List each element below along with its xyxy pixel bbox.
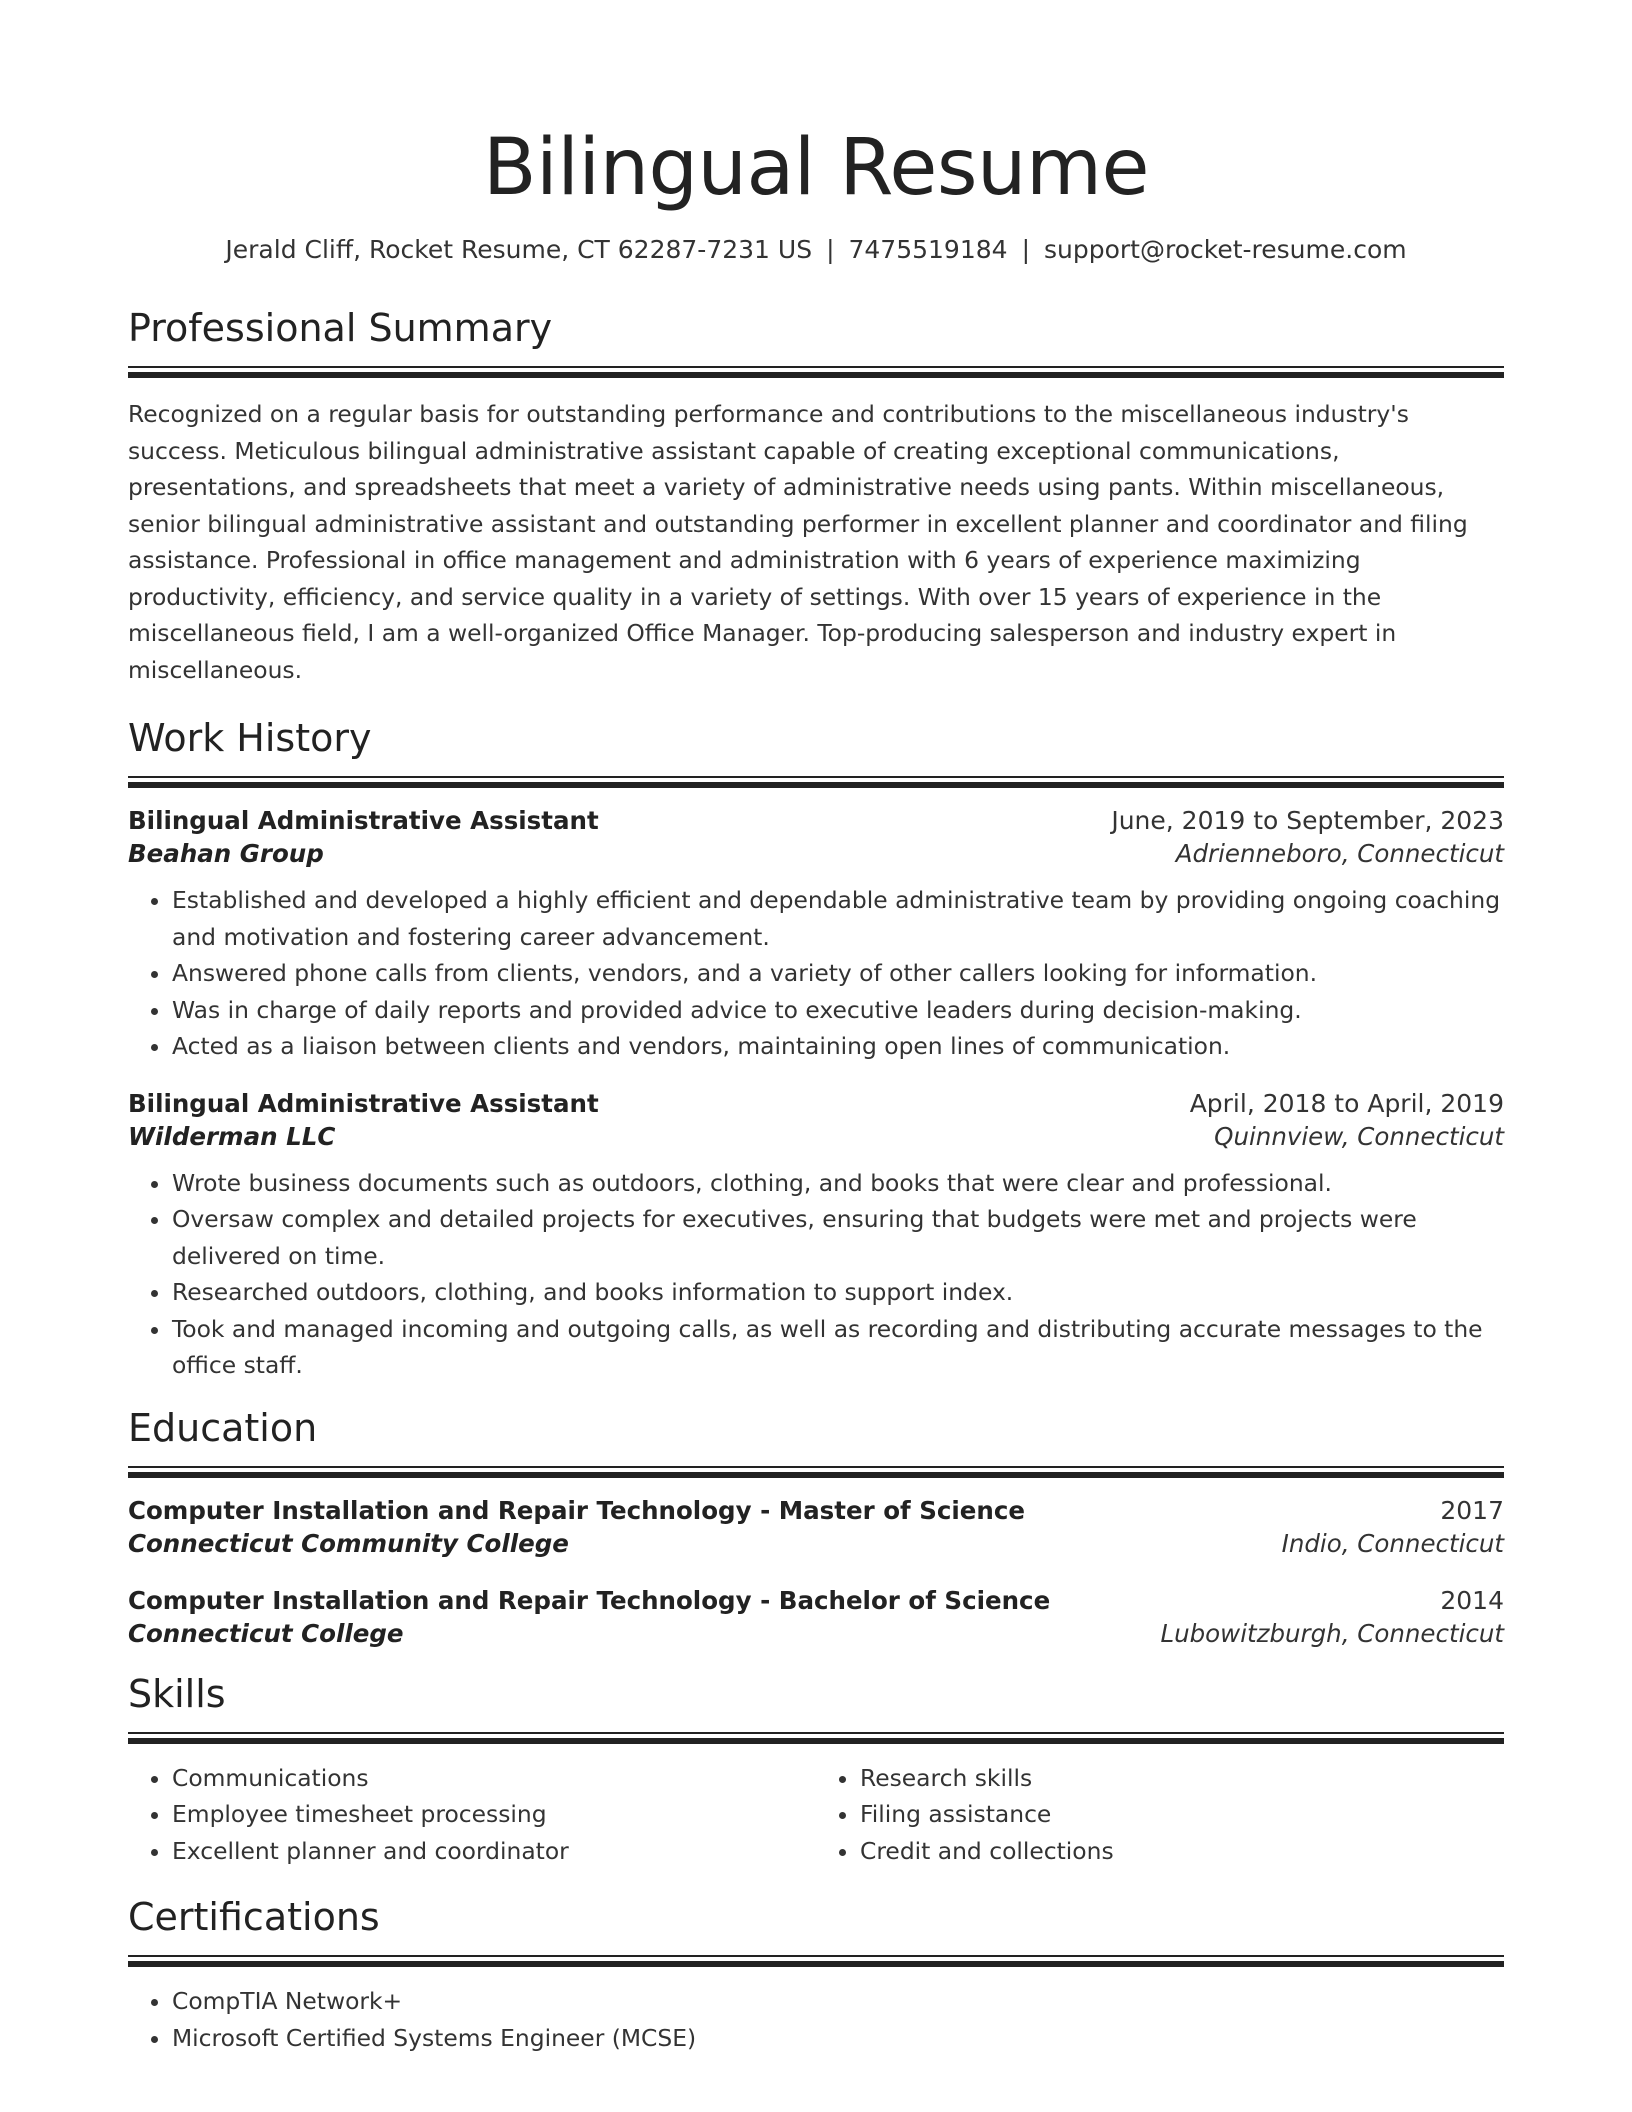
job-company: Wilderman LLC [128, 1121, 336, 1151]
job-company: Beahan Group [128, 839, 324, 868]
education-entry [128, 1586, 1504, 1648]
skills-section [128, 1670, 1504, 1870]
section-heading-skills: Skills [128, 1671, 226, 1716]
job-header [128, 806, 1504, 835]
job-title: Bilingual Administrative Assistant [128, 806, 599, 835]
work-history-section [128, 714, 1504, 1384]
job-entry [128, 806, 1504, 1065]
skills-column-left [128, 1760, 816, 1870]
job-location: Adrienneboro, Connecticut [1175, 839, 1504, 868]
summary-section [128, 304, 1504, 688]
list-item: • Credit and collections [860, 1833, 1504, 1870]
education-degree: Computer Installation and Repair Technology - Master of Science [128, 1495, 1025, 1525]
education-year: 2014 [1440, 1585, 1504, 1615]
list-item: • Employee timesheet processing [172, 1796, 816, 1833]
job-subheader [128, 839, 1504, 868]
certifications-list [128, 1983, 1504, 2056]
job-location: Quinnview, Connecticut [1214, 1121, 1504, 1151]
job-bullets [128, 1165, 1504, 1384]
skills-grid [128, 1760, 1504, 1870]
list-item: • Established and developed a highly efficient and dependable administrative team by providing ongoing coaching and motivation and fostering career advancement. [172, 882, 1504, 955]
contact-separator: | [826, 235, 835, 264]
section-heading-certifications: Certifications [128, 1895, 380, 1939]
list-item: • Took and managed incoming and outgoing calls, as well as recording and distributing accurate messages to the office staff. [172, 1311, 1504, 1384]
education-school: Connecticut College [128, 1618, 404, 1648]
education-subheader [128, 1529, 1504, 1558]
section-divider [128, 776, 1504, 788]
list-item: • CompTIA Network+ [172, 1983, 1504, 2020]
list-item: • Acted as a liaison between clients and vendors, maintaining open lines of communication. [172, 1028, 1504, 1065]
education-entry [128, 1496, 1504, 1558]
job-entry [128, 1089, 1504, 1384]
education-subheader [128, 1619, 1504, 1648]
list-item: • Oversaw complex and detailed projects for executives, ensuring that budgets were met and projects were delivered on time. [172, 1201, 1504, 1274]
job-subheader [128, 1122, 1504, 1151]
list-item: • Answered phone calls from clients, vendors, and a variety of other callers looking for information. [172, 955, 1504, 992]
job-bullets [128, 882, 1504, 1065]
section-heading-education: Education [128, 1405, 318, 1450]
list-item: • Wrote business documents such as outdoors, clothing, and books that were clear and professional. [172, 1165, 1504, 1202]
list-item: • Was in charge of daily reports and provided advice to executive leaders during decision-making. [172, 992, 1504, 1029]
contact-phone: 7475519184 [848, 235, 1008, 264]
education-header [128, 1586, 1504, 1615]
section-divider [128, 1732, 1504, 1744]
education-year: 2017 [1440, 1495, 1504, 1525]
contact-email[interactable]: support@rocket-resume.com [1044, 235, 1407, 264]
education-location: Indio, Connecticut [1281, 1528, 1504, 1558]
contact-line [128, 232, 1504, 268]
section-divider [128, 1466, 1504, 1478]
list-item: • Filing assistance [860, 1796, 1504, 1833]
list-item: • Excellent planner and coordinator [172, 1833, 816, 1870]
list-item: • Communications [172, 1760, 816, 1797]
job-dates: April, 2018 to April, 2019 [1189, 1088, 1504, 1118]
contact-separator: | [1021, 235, 1030, 264]
list-item: • Researched outdoors, clothing, and books information to support index. [172, 1274, 1504, 1311]
job-header [128, 1089, 1504, 1118]
contact-address: Jerald Cliff, Rocket Resume, CT 62287-7231 US [225, 235, 813, 264]
section-heading-summary: Professional Summary [128, 306, 553, 350]
education-location: Lubowitzburgh, Connecticut [1160, 1618, 1504, 1648]
job-title: Bilingual Administrative Assistant [128, 1088, 599, 1118]
summary-text: Recognized on a regular basis for outstanding performance and contributions to the miscellaneous industry's success. Meticulous bilingual administrative assistant capable of creating exceptional communications, presentations, and spreadsheets that meet a variety of administrative needs using pants. Within miscellaneous, senior bilingual administrative assistant and outstanding performer in excellent planner and coordinator and filing assistance. Professional in office management and administration with 6 years of experience maximizing productivity, efficiency, and service quality in a variety of settings. With over 15 years of experience in the miscellaneous field, I am a well-organized Office Manager. Top-producing salesperson and industry expert in miscellaneous. [128, 400, 1468, 684]
section-divider [128, 1955, 1504, 1967]
education-degree: Computer Installation and Repair Technology - Bachelor of Science [128, 1585, 1051, 1615]
list-item: • Microsoft Certified Systems Engineer (MCSE) [172, 2020, 1504, 2057]
skills-column-right [816, 1760, 1504, 1870]
resume-title: Bilingual Resume [483, 123, 1149, 213]
education-header [128, 1496, 1504, 1525]
education-section [128, 1404, 1504, 1648]
list-item: • Research skills [860, 1760, 1504, 1797]
certifications-section [128, 1893, 1504, 2056]
section-divider [128, 366, 1504, 378]
job-dates: June, 2019 to September, 2023 [1111, 806, 1504, 835]
section-heading-work-history: Work History [128, 716, 372, 760]
education-school: Connecticut Community College [128, 1528, 569, 1558]
